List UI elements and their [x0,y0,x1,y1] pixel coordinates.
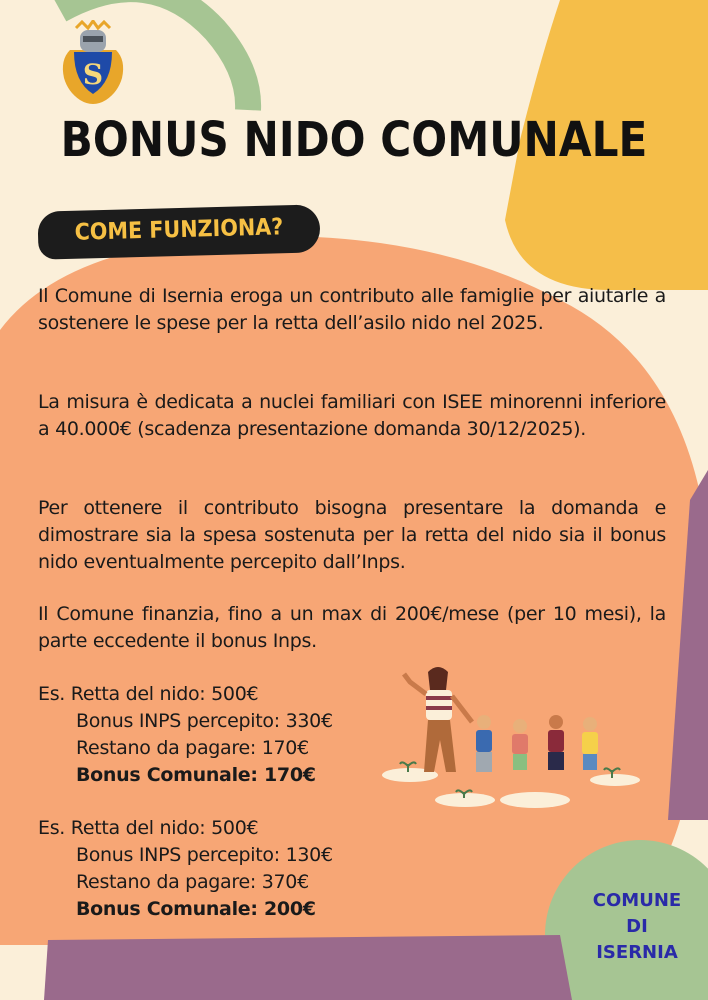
example-1-inps: Bonus INPS percepito: 330€ [76,710,333,732]
example-1 [38,681,333,789]
comune-di-isernia-label [585,888,689,966]
example-2-inps: Bonus INPS percepito: 130€ [76,844,333,866]
family-walking-illustration [380,660,640,810]
footer-line-1: COMUNE [592,890,682,911]
section-heading-badge [37,204,320,259]
example-2-restano: Restano da pagare: 370€ [76,871,309,893]
example-2-bonus: Bonus Comunale: 200€ [76,898,316,920]
example-1-restano: Restano da pagare: 170€ [76,737,309,759]
example-1-bonus: Bonus Comunale: 170€ [76,764,316,786]
coat-of-arms-icon [58,20,128,108]
paragraph-requirements: La misura è dedicata a nuclei familiari con ISEE minorenni inferiore a 40.000€ (scadenza presentazione domanda 30/12/2025). [38,391,666,440]
example-1-retta: Es. Retta del nido: 500€ [38,683,259,705]
footer-line-2: DI [626,916,648,937]
example-2 [38,815,333,923]
paragraph-procedure: Per ottenere il contributo bisogna presentare la domanda e dimostrare sia la spesa sostenuta per la retta del nido sia il bonus nido eventualmente percepito dall’Inps. [38,497,666,573]
svg-text:S: S [82,58,104,91]
footer-line-3: ISERNIA [596,942,678,963]
example-2-retta: Es. Retta del nido: 500€ [38,817,259,839]
paragraph-funding: Il Comune finanzia, fino a un max di 200€/mese (per 10 mesi), la parte eccedente il bonus Inps. [38,603,666,652]
paragraph-intro: Il Comune di Isernia eroga un contributo alle famiglie per aiutarle a sostenere le spese per la retta dell’asilo nido nel 2025. [38,285,666,334]
purple-bottom-shape [44,935,572,1000]
section-heading: COME FUNZIONA? [74,214,284,246]
page-title: BONUS NIDO COMUNALE [60,112,648,168]
